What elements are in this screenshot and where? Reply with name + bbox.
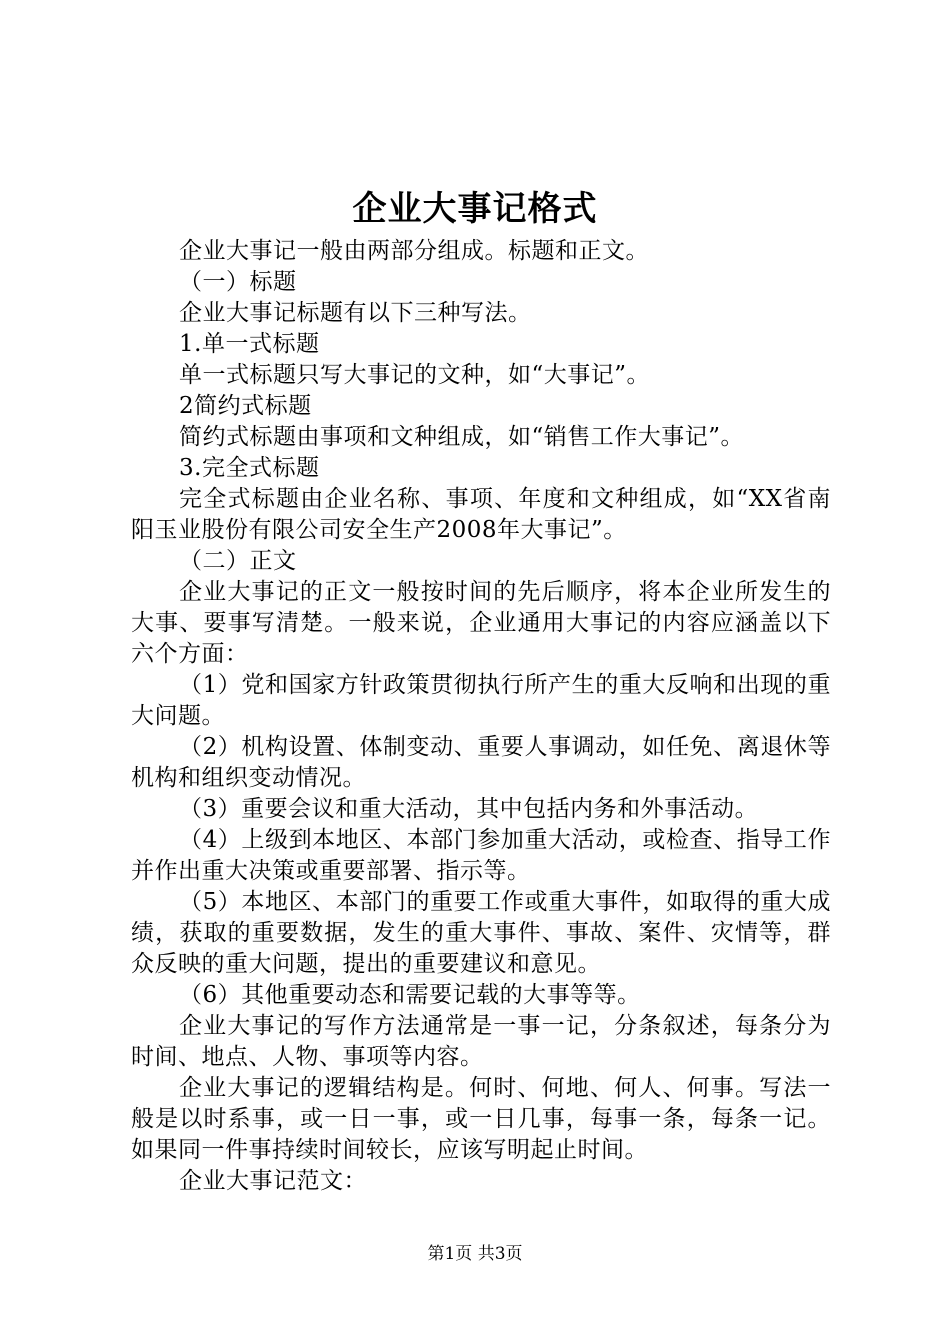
section-heading: （一）标题	[179, 269, 297, 295]
paragraph: 企业大事记标题有以下三种写法。	[179, 300, 532, 326]
document-body	[131, 236, 831, 1197]
paragraph: 企业大事记范文：	[179, 1168, 367, 1194]
paragraph: 完全式标题由企业名称、事项、年度和文种组成，如“XX省南阳玉业股份有限公司安全生产2008年大事记”。	[131, 486, 831, 543]
paragraph: 简约式标题由事项和文种组成，如“销售工作大事记”。	[179, 424, 745, 450]
list-item: （2）机构设置、体制变动、重要人事调动，如任免、离退休等机构和组织变动情况。	[131, 734, 831, 791]
subsection-heading: 2简约式标题	[179, 393, 312, 419]
paragraph: 企业大事记的逻辑结构是。何时、何地、何人、何事。写法一般是以时系事，或一日一事，或一日几事，每事一条，每条一记。如果同一件事持续时间较长，应该写明起止时间。	[131, 1075, 831, 1163]
list-item: （5）本地区、本部门的重要工作或重大事件，如取得的重大成绩，获取的重要数据，发生的重大事件、事故、案件、灾情等，群众反映的重大问题，提出的重要建议和意见。	[131, 889, 831, 977]
subsection-heading: 1.单一式标题	[179, 331, 320, 357]
list-item: （3）重要会议和重大活动，其中包括内务和外事活动。	[179, 796, 759, 822]
section-heading: （二）正文	[179, 548, 297, 574]
list-item: （6）其他重要动态和需要记载的大事等等。	[179, 982, 641, 1008]
subsection-heading: 3.完全式标题	[179, 455, 320, 481]
document-title: 企业大事记格式	[352, 189, 598, 229]
paragraph: 企业大事记的写作方法通常是一事一记，分条叙述，每条分为时间、地点、人物、事项等内容。	[131, 1013, 831, 1070]
paragraph: 企业大事记一般由两部分组成。标题和正文。	[179, 238, 649, 264]
paragraph: 单一式标题只写大事记的文种，如“大事记”。	[179, 362, 651, 388]
page-footer: 第1页 共3页	[427, 1244, 523, 1264]
list-item: （1）党和国家方针政策贯彻执行所产生的重大反响和出现的重大问题。	[131, 672, 831, 729]
paragraph: 企业大事记的正文一般按时间的先后顺序，将本企业所发生的大事、要事写清楚。一般来说，企业通用大事记的内容应涵盖以下六个方面：	[131, 579, 831, 667]
list-item: （4）上级到本地区、本部门参加重大活动，或检查、指导工作并作出重大决策或重要部署、指示等。	[131, 827, 831, 884]
